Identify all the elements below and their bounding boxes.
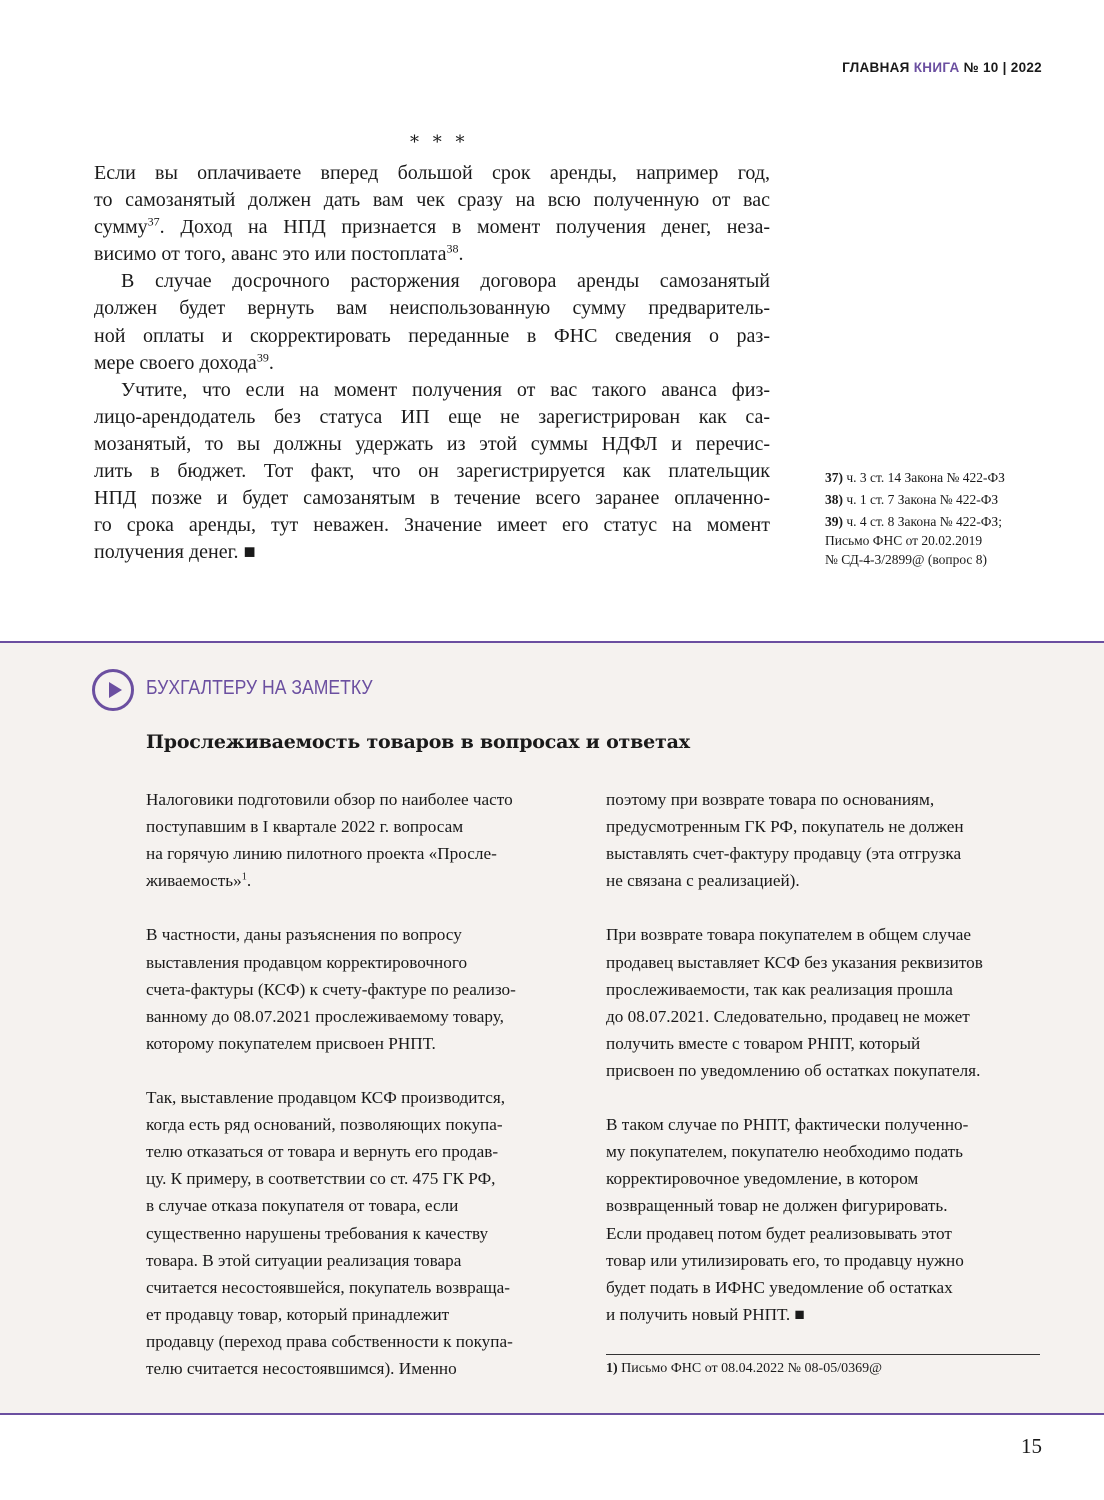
text-line: поступавшим в I квартале 2022 г. вопросам [146,817,464,837]
paragraph [94,160,770,268]
text-line: товара. В этой ситуации реализация товара [146,1250,462,1270]
brand-name-accent: КНИГА [913,60,960,75]
text-line: телю считается несостоявшимся). Именно [146,1358,457,1378]
play-icon [92,669,134,711]
text-line: ванному до 08.07.2021 прослеживаемому товару, [146,1006,504,1026]
text-line: получить вместе с товаром РНПТ, который [606,1033,921,1053]
footnote: 37) ч. 3 ст. 14 Закона № 422-ФЗ [825,470,1005,485]
text-line: В случае досрочного расторжения договора аренды самозанятый [121,270,770,293]
text-line: до 08.07.2021. Следовательно, продавец не может [606,1006,970,1026]
text-line: которому покупателем присвоен РНПТ. [146,1033,436,1053]
text-line: лить в бюджет. Тот факт, что он зарегистрируется как плательщик [94,460,770,483]
text-line: получения денег. ■ [94,541,256,564]
box-column-right [606,786,1040,1355]
paragraph [146,921,580,1056]
text-line: возвращенный товар не должен фигурировать. [606,1196,948,1216]
box-title: Прослеживаемость товаров в вопросах и ответах [146,731,690,753]
section-separator: * * * [410,132,469,153]
text-line: предусмотренным ГК РФ, покупатель не должен [606,817,964,837]
text-line: НПД позже и будет самозанятым в течение всего заранее оплаченно- [94,487,770,510]
text-line: выставлять счет-фактуру продавцу (эта отгрузка [606,844,962,864]
footnote: 38) ч. 1 ст. 7 Закона № 422-ФЗ [825,492,999,507]
side-footnotes [825,468,1005,572]
paragraph [606,1111,1040,1328]
page-number: 15 [1021,1434,1042,1458]
text-line: В таком случае по РНПТ, фактически полученно- [606,1115,969,1135]
text-line: корректировочное уведомление, в котором [606,1169,919,1189]
text-line: му покупателем, покупателю необходимо подать [606,1142,964,1162]
footnote-ref: 37 [147,214,160,229]
issue-number: № 10 | 2022 [963,60,1042,75]
text-line: в случае отказа покупателя от товара, если [146,1196,459,1216]
text-line: счета-фактуры (КСФ) к счету-фактуре по реализо- [146,979,516,999]
text-line: на горячую линию пилотного проекта «Просле- [146,844,497,864]
text-line: считается несостоявшейся, покупатель возвраща- [146,1277,510,1297]
brand-name: ГЛАВНАЯ [842,60,910,75]
footnote-text: Письмо ФНС от 08.04.2022 № 08-05/0369@ [621,1361,882,1376]
text-line: мере своего дохода$^{39}$. [94,350,274,374]
text-line: когда есть ряд оснований, позволяющих покупа- [146,1115,503,1135]
text-line: Так, выставление продавцом КСФ производится, [146,1088,506,1108]
text-line: Учтите, что если на момент получения от вас такого аванса физ- [121,378,770,401]
footnote-number: 38) [825,492,843,507]
box-column-left [146,786,580,1409]
text-line: го срока аренды, тут неважен. Значение имеет его статус на момент [94,514,770,537]
footnote-ref: 38 [446,241,459,256]
footnote-ref: 1 [241,871,247,883]
text-line: Если вы оплачиваете вперед большой срок аренды, например год, [94,162,770,184]
text-line: ной оплаты и скорректировать переданные в ФНС сведения о раз- [94,324,770,347]
text-line: не связана с реализацией). [606,871,800,891]
text-line: прослеживаемости, так как реализация прошла [606,979,953,999]
paragraph [94,377,770,567]
text-line: мозанятый, то вы должны удержать из этой суммы НДФЛ и перечис- [94,432,770,455]
footnote-number: 37) [825,470,843,485]
paragraph [146,1084,580,1382]
footnote-number: 39) [825,514,843,529]
text-line: продавец выставляет КСФ без указания реквизитов [606,952,983,972]
text-line: Налоговики подготовили обзор по наиболее часто [146,790,513,809]
box-rubric: БУХГАЛТЕРУ НА ЗАМЕТКУ [146,677,373,699]
text-line: сумму$^{37}$. Доход на НПД признается в момент получения денег, неза- [94,214,770,239]
footnote-ref: 39 [256,350,269,364]
footnote: 39) ч. 4 ст. 8 Закона № 422-ФЗ; Письмо ФНС от 20.02.2019 № СД-4-3/2899@ (вопрос 8) [825,514,1002,567]
running-header [842,60,1042,75]
footnote-number: 1) [606,1361,618,1376]
box-footnote [606,1354,1040,1377]
paragraph [94,268,770,376]
text-line: существенно нарушены требования к качеству [146,1223,489,1243]
text-line: телю отказаться от товара и вернуть его продав- [146,1142,499,1162]
text-line: поэтому при возврате товара по основаниям, [606,790,935,809]
sidebar-box [0,641,1104,1415]
text-line: В частности, даны разъяснения по вопросу [146,925,462,945]
text-line: ет продавцу товар, который принадлежит [146,1304,450,1324]
main-article-text [94,160,770,566]
text-line: то самозанятый должен дать вам чек сразу на всю полученную от вас [94,189,770,212]
text-line: выставления продавцом корректировочного [146,952,468,972]
text-line: должен будет вернуть вам неиспользованную сумму предваритель- [94,297,770,320]
text-line: При возврате товара покупателем в общем случае [606,925,972,945]
paragraph [146,786,580,894]
text-line: продавцу (переход права собственности к покупа- [146,1331,513,1351]
text-line: лицо-арендодатель без статуса ИП еще не зарегистрирован как са- [94,405,770,428]
text-line: будет подать в ИФНС уведомление об остатках [606,1277,953,1297]
paragraph [606,786,1040,894]
text-line: висимо от того, аванс это или постоплата$^{38}$. [94,241,464,266]
text-line: цу. К примеру, в соответствии со ст. 475 ГК РФ, [146,1169,496,1189]
text-line: товар или утилизировать его, то продавцу нужно [606,1250,964,1270]
text-line: живаемость»$^1$. [146,871,252,891]
text-line: и получить новый РНПТ. ■ [606,1304,805,1324]
text-line: присвоен по уведомлению об остатках покупателя. [606,1060,981,1080]
text-line: Если продавец потом будет реализовывать этот [606,1223,952,1243]
paragraph [606,921,1040,1084]
